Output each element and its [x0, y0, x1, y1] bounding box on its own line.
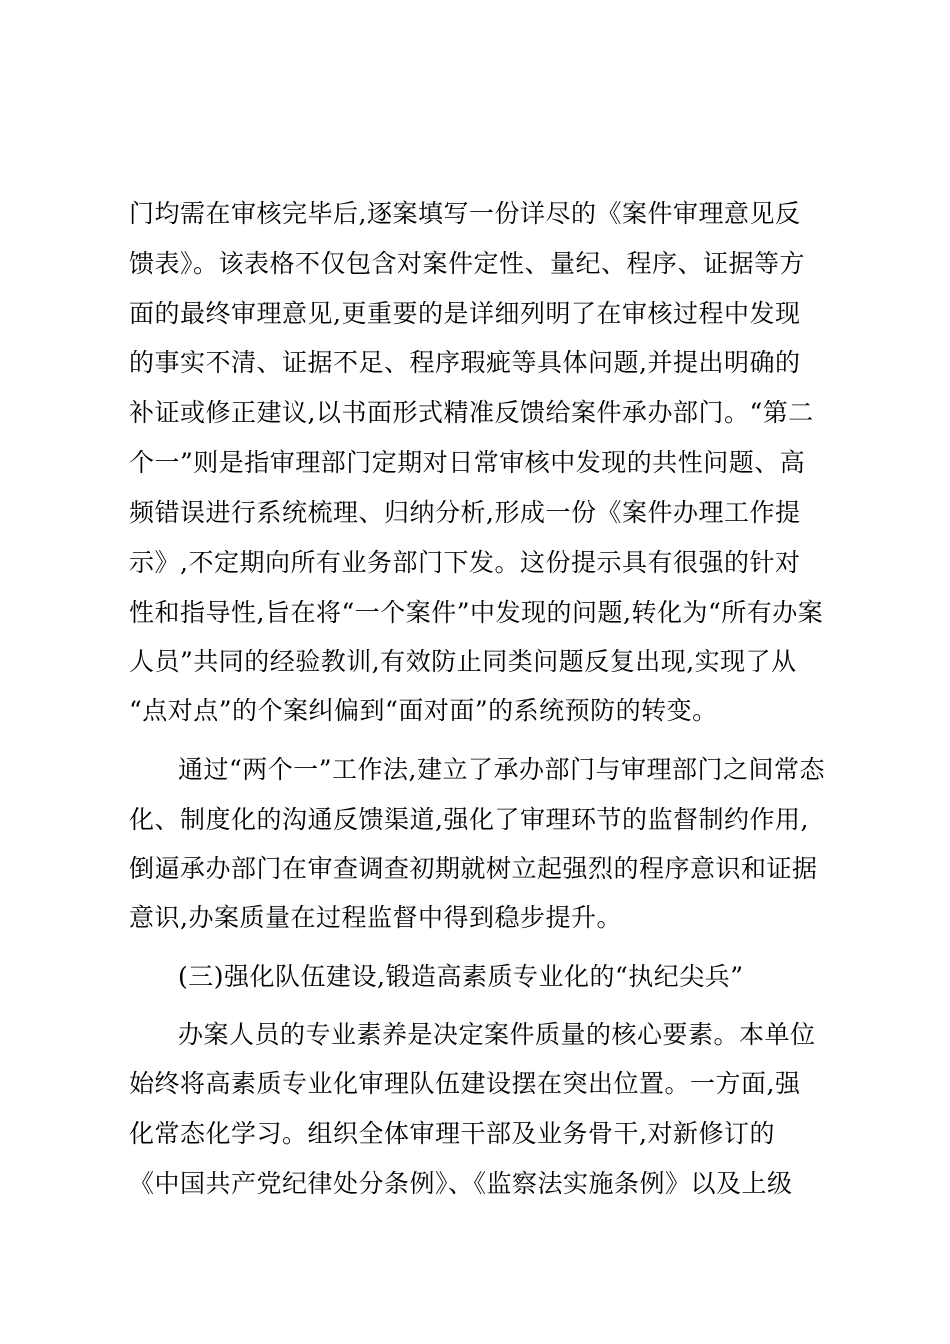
body-text-line: 《中国共产党纪律处分条例》、《监察法实施条例》以及上级: [129, 1169, 793, 1198]
body-text-line: 个一”则是指审理部门定期对日常审核中发现的共性问题、高: [129, 448, 806, 477]
body-text-line: 化常态化学习。组织全体审理干部及业务骨干,对新修订的: [129, 1119, 775, 1148]
body-text-line: 的事实不清、证据不足、程序瑕疵等具体问题,并提出明确的: [129, 348, 801, 377]
paragraph-first-line: 办案人员的专业素养是决定案件质量的核心要素。本单位: [178, 1020, 816, 1049]
body-text-line: 馈表》。该表格不仅包含对案件定性、量纪、程序、证据等方: [129, 249, 806, 278]
body-text-line: 性和指导性,旨在将“一个案件”中发现的问题,转化为“所有办案: [129, 598, 824, 627]
section-heading: (三)强化队伍建设,锻造高素质专业化的“执纪尖兵”: [178, 962, 744, 991]
body-text-line: 补证或修正建议,以书面形式精准反馈给案件承办部门。“第二: [129, 398, 814, 427]
body-text-line: 化、制度化的沟通反馈渠道,强化了审理环节的监督制约作用,: [129, 805, 809, 834]
body-text-line: 倒逼承办部门在审查调查初期就树立起强烈的程序意识和证据: [129, 854, 818, 883]
body-text-line: 始终将高素质专业化审理队伍建设摆在突出位置。一方面,强: [129, 1069, 801, 1098]
body-text-line: 意识,办案质量在过程监督中得到稳步提升。: [129, 903, 622, 932]
body-text-line: 面的最终审理意见,更重要的是详细列明了在审核过程中发现: [129, 299, 801, 328]
body-text-line: “点对点”的个案纠偏到“面对面”的系统预防的转变。: [129, 696, 718, 725]
body-text-line: 示》,不定期向所有业务部门下发。这份提示具有很强的针对: [129, 548, 801, 577]
paragraph-first-line: 通过“两个一”工作法,建立了承办部门与审理部门之间常态: [178, 755, 826, 784]
body-text-line: 人员”共同的经验教训,有效防止同类问题反复出现,实现了从: [129, 647, 797, 676]
body-text-line: 门均需在审核完毕后,逐案填写一份详尽的《案件审理意见反: [129, 199, 801, 228]
body-text-line: 频错误进行系统梳理、归纳分析,形成一份《案件办理工作提: [129, 498, 801, 527]
